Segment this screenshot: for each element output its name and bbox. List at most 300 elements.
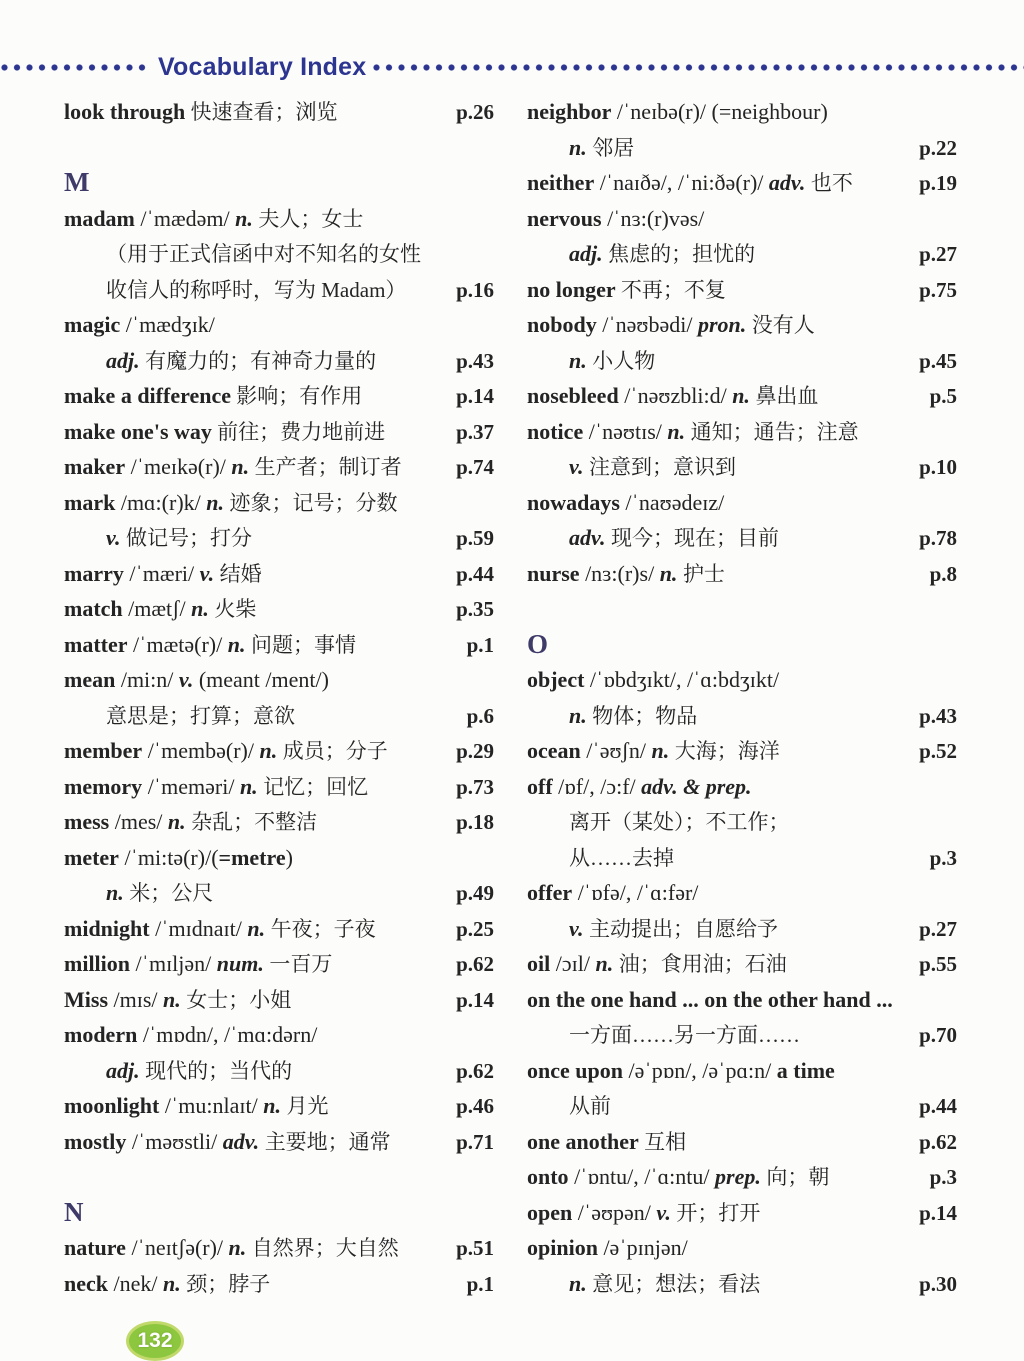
headword: mark (64, 489, 116, 515)
chinese-gloss: 离开（某处）；不工作； (569, 810, 790, 834)
entry-line (64, 414, 494, 450)
entry-line (527, 1088, 957, 1124)
index-entry (64, 946, 494, 982)
page-ref: p.78 (919, 526, 957, 550)
phonetic: /ˈmædʒɪk/ (120, 312, 215, 337)
chinese-gloss: 向；朝 (766, 1165, 830, 1189)
page-number: 132 (137, 1329, 173, 1352)
headword: maker (64, 454, 126, 479)
headword: once upon (527, 1057, 623, 1083)
entry-line (527, 343, 957, 379)
index-entry (527, 875, 957, 946)
page-ref: p.3 (929, 1165, 957, 1189)
headword: opinion (527, 1235, 598, 1260)
part-of-speech: n. (191, 596, 215, 621)
index-entry (64, 982, 494, 1018)
phonetic: /ˈəʊʃn/ (580, 738, 652, 763)
entry-text (527, 485, 957, 521)
page-ref: p.14 (456, 987, 494, 1012)
phonetic: /ˈmætə(r)/ (127, 631, 228, 657)
part-of-speech: n. (732, 383, 756, 408)
entry-text (64, 804, 451, 841)
index-entry (64, 733, 494, 769)
part-of-speech: n. (569, 347, 593, 373)
index-entry (64, 1266, 494, 1302)
part-of-speech: n. (235, 205, 259, 231)
entry-text (64, 911, 451, 948)
headword: match (64, 596, 123, 621)
entry-line (527, 556, 957, 592)
entry-line (527, 1124, 957, 1160)
page-ref: p.46 (456, 1094, 494, 1118)
part-of-speech: n. (163, 986, 187, 1012)
headword: midnight (64, 915, 150, 941)
entry-text (64, 982, 451, 1019)
headword: onto (527, 1164, 569, 1189)
phonetic: /ˈmeɪkə(r)/ (125, 454, 232, 479)
phonetic: /ˈnəʊbədi/ (596, 312, 698, 337)
phonetic: /ˈnɜ:(r)vəs/ (601, 205, 705, 231)
index-entry (64, 556, 494, 592)
entry-line (527, 662, 957, 698)
entry-line (64, 236, 494, 272)
chinese-gloss: 主要地；通常 (264, 1129, 391, 1154)
index-entry (64, 591, 494, 627)
part-of-speech: n. (595, 951, 619, 976)
headword: moonlight (64, 1093, 160, 1118)
part-of-speech: num. (216, 951, 270, 976)
page-number-badge (126, 1321, 184, 1361)
entry-text (64, 94, 451, 131)
dotted-rule-left (0, 63, 150, 72)
entry-line (64, 1230, 494, 1266)
chinese-gloss: 护士 (682, 561, 725, 586)
entry-text (527, 662, 957, 698)
headword: open (527, 1199, 573, 1225)
index-entry (64, 840, 494, 911)
entry-line (64, 627, 494, 663)
page-ref: p.55 (919, 952, 957, 976)
headword: million (64, 951, 131, 976)
part-of-speech: n. (569, 702, 593, 728)
entry-text (569, 1088, 914, 1125)
index-entry (527, 378, 957, 414)
index-entry (64, 449, 494, 485)
entry-line (527, 94, 957, 130)
entry-line (64, 307, 494, 343)
entry-text (527, 272, 914, 309)
entry-line (64, 911, 494, 947)
section-letter-m: M (64, 167, 90, 197)
chinese-gloss: 结婚 (219, 561, 262, 586)
headword: neither (527, 170, 595, 195)
entry-text (64, 1088, 451, 1125)
section-letter-n: N (64, 1196, 84, 1227)
entry-line (64, 1266, 494, 1302)
entry-text (569, 911, 914, 948)
entry-line (527, 733, 957, 769)
index-entry (64, 627, 494, 663)
vocab-column-left (64, 94, 494, 1301)
phonetic: /ˈnəʊtɪs/ (583, 418, 668, 444)
entry-text (569, 130, 914, 167)
entry-line (64, 556, 494, 592)
part-of-speech: n. (227, 631, 251, 657)
headword: neighbor (527, 99, 612, 124)
phonetic: /mɪs/ (108, 986, 164, 1012)
entry-text (569, 343, 914, 380)
entry-line (527, 840, 957, 876)
index-entry (64, 378, 494, 414)
entry-line (527, 1017, 957, 1053)
entry-text (527, 307, 957, 344)
chinese-gloss: 火柴 (214, 597, 257, 621)
part-of-speech: v. (569, 454, 589, 479)
page-ref: p.8 (929, 561, 957, 586)
chinese-gloss: 邻居 (592, 135, 635, 160)
entry-text (64, 591, 451, 628)
phonetic: /nɜ:(r)s/ (579, 560, 660, 586)
page-ref: p.29 (456, 739, 494, 763)
phonetic: (meant /ment/) (198, 667, 329, 692)
chinese-gloss: 问题；事情 (250, 632, 356, 657)
page-ref: p.1 (466, 1271, 494, 1296)
entry-text (527, 733, 914, 770)
index-entry (64, 769, 494, 805)
page-ref: p.14 (456, 384, 494, 408)
index-entry (64, 485, 494, 556)
headword: nobody (527, 312, 597, 337)
entry-line (527, 201, 957, 237)
page-ref: p.43 (919, 703, 957, 728)
page-ref: p.51 (456, 1236, 494, 1260)
page-ref: p.27 (919, 916, 957, 941)
page-ref: p.19 (919, 171, 957, 195)
index-entry (527, 485, 957, 556)
entry-line (527, 1195, 957, 1231)
phonetic: /ˈəʊpən/ (572, 1199, 657, 1225)
entry-line (527, 449, 957, 485)
headword: mess (64, 809, 110, 834)
chinese-gloss: 大海；海洋 (674, 739, 780, 763)
entry-text (64, 378, 451, 415)
index-entry (64, 1088, 494, 1124)
entry-text (527, 875, 957, 911)
headword: one another (527, 1128, 639, 1154)
chinese-gloss: 注意到；意识到 (588, 455, 736, 479)
chinese-gloss: 迹象；记号；分数 (229, 490, 398, 515)
entry-line (527, 1159, 957, 1195)
entry-line (64, 875, 494, 911)
page-ref: p.5 (929, 384, 957, 408)
page-ref: p.14 (919, 1200, 957, 1225)
page-ref: p.1 (466, 632, 494, 657)
entry-text (64, 1230, 451, 1267)
index-entry (64, 414, 494, 450)
phonetic: /mes/ (109, 809, 168, 834)
chinese-gloss: 月光 (286, 1094, 329, 1118)
index-entry (527, 272, 957, 308)
chinese-gloss: 不再；不复 (615, 277, 726, 302)
chinese-gloss: 现代的；当代的 (145, 1058, 293, 1083)
page-header (0, 50, 1024, 84)
headword: ocean (527, 738, 581, 763)
entry-line (64, 698, 494, 734)
index-entry (527, 662, 957, 733)
part-of-speech: v. (106, 525, 126, 550)
page-ref: p.59 (456, 526, 494, 550)
entry-text (527, 1159, 925, 1196)
phonetic: /ˈɒntu/, /ˈɑ:ntu/ (568, 1164, 716, 1189)
entry-line (64, 840, 494, 876)
chinese-gloss: 开；打开 (676, 1200, 761, 1225)
index-entry (64, 201, 494, 308)
phonetic: /ˈmɪljən/ (130, 951, 217, 976)
entry-line (64, 733, 494, 769)
entry-line (527, 698, 957, 734)
page-ref: p.22 (919, 135, 957, 160)
index-entry (527, 1195, 957, 1231)
index-entry (64, 662, 494, 733)
headword: notice (527, 418, 584, 444)
vocab-column-right (527, 94, 957, 1301)
entry-text (527, 414, 957, 451)
chinese-gloss: 一方面……另一方面…… (569, 1023, 800, 1047)
entry-text (106, 343, 451, 380)
entry-text (106, 698, 462, 735)
index-entry (64, 804, 494, 840)
page-ref: p.73 (456, 774, 494, 799)
page-ref: p.26 (456, 100, 494, 124)
chinese-gloss: 米；公尺 (129, 881, 214, 905)
chinese-gloss: 午夜；子夜 (270, 916, 376, 941)
part-of-speech: v. (656, 1199, 677, 1225)
phonetic: /ˈmeməri/ (142, 773, 240, 799)
entry-line (64, 591, 494, 627)
entry-text (527, 1230, 957, 1266)
headword: modern (64, 1022, 138, 1047)
part-of-speech: n. (206, 489, 230, 515)
page-ref: p.10 (919, 455, 957, 479)
entry-text (64, 662, 494, 698)
headword: nosebleed (527, 383, 619, 408)
entry-line (527, 165, 957, 201)
phonetic: /ˈɒbdʒɪkt/, /ˈɑ:bdʒɪkt/ (584, 667, 780, 692)
headword: nowadays (527, 489, 620, 515)
headword: look through (64, 99, 186, 124)
entry-text (64, 1266, 462, 1303)
entry-text (64, 946, 451, 983)
phonetic: /ˈɒfə/, /ˈɑ:fər/ (572, 880, 699, 905)
index-entry (527, 1053, 957, 1124)
index-entry (527, 307, 957, 378)
chinese-gloss: 意见；想法；看法 (592, 1271, 761, 1296)
part-of-speech: adj. (106, 347, 146, 373)
entry-text (106, 520, 451, 557)
page-ref: p.45 (919, 348, 957, 373)
headword: object (527, 667, 585, 692)
index-entry (64, 911, 494, 947)
entry-text (569, 698, 914, 735)
headword: meter (64, 844, 119, 870)
headword: a time (776, 1057, 835, 1083)
headword: marry (64, 560, 124, 586)
chinese-gloss: 生产者；制订者 (254, 455, 402, 479)
headword: matter (64, 631, 128, 657)
phonetic: /əˈpɒn/, /əˈpɑ:n/ (622, 1057, 777, 1083)
chinese-gloss: 做记号；打分 (125, 526, 252, 550)
headword: magic (64, 312, 121, 337)
phonetic: /ˈnaɪðə/, /ˈni:ðə(r)/ (594, 170, 769, 195)
part-of-speech: n. (263, 1093, 287, 1118)
chinese-gloss: 夫人；女士 (258, 206, 364, 231)
headword: madam (64, 205, 135, 231)
entry-line (64, 946, 494, 982)
entry-line (64, 272, 494, 308)
entry-line (64, 520, 494, 556)
page-ref: p.62 (456, 952, 494, 976)
part-of-speech: n. (569, 1270, 593, 1296)
entry-line (527, 414, 957, 450)
phonetic: /ˈmæri/ (123, 560, 200, 586)
entry-text (569, 520, 914, 557)
part-of-speech: prep. (715, 1164, 767, 1189)
index-entry (527, 165, 957, 201)
headword: off (527, 773, 553, 799)
entry-line (527, 875, 957, 911)
headword: mostly (64, 1128, 127, 1154)
chinese-gloss: 意思是；打算；意欲 (106, 703, 295, 728)
entry-line (64, 1053, 494, 1089)
headword: Miss (64, 986, 108, 1012)
entry-line (527, 378, 957, 414)
phonetic: /ˈmu:nlaɪt/ (159, 1093, 264, 1118)
entry-text (64, 485, 494, 522)
entry-text (106, 272, 451, 309)
dotted-rule-right (372, 63, 1024, 72)
index-entry (64, 94, 494, 130)
chinese-gloss: 小人物 (592, 348, 656, 373)
part-of-speech: n. (667, 418, 691, 444)
entry-text (569, 1266, 914, 1303)
part-of-speech: n. (167, 809, 192, 834)
index-entry (527, 201, 957, 272)
entry-text (527, 94, 957, 130)
index-entry (527, 982, 957, 1053)
page-title: Vocabulary Index (158, 52, 367, 81)
index-entry (527, 414, 957, 485)
entry-text (569, 236, 914, 273)
phonetic: /ˈneɪtʃə(r)/ (125, 1235, 229, 1260)
page-ref: p.62 (456, 1058, 494, 1083)
entry-line (64, 201, 494, 237)
chinese-gloss: 杂乱；不整洁 (191, 810, 318, 834)
entry-text (64, 556, 451, 593)
chinese-gloss: 一百万 (269, 952, 333, 976)
page-ref: p.74 (456, 455, 494, 479)
headword: offer (527, 880, 573, 905)
chinese-gloss: 现今；现在；目前 (610, 526, 779, 550)
chinese-gloss: 有魔力的；有神奇力量的 (145, 348, 377, 373)
entry-line (64, 662, 494, 698)
page-ref: p.43 (456, 348, 494, 373)
index-entry (527, 733, 957, 769)
part-of-speech: adv. (768, 170, 811, 195)
entry-text (527, 946, 914, 983)
page-ref: p.3 (929, 845, 957, 870)
entry-text (569, 1017, 914, 1054)
entry-text (64, 201, 494, 238)
entry-text (64, 627, 462, 664)
entry-line (64, 343, 494, 379)
section-letter-o: O (527, 628, 549, 659)
page-ref: p.30 (919, 1271, 957, 1296)
index-entry (527, 946, 957, 982)
part-of-speech: n. (651, 738, 675, 763)
headword: no longer (527, 276, 616, 302)
entry-text (64, 840, 494, 876)
entry-line (527, 1266, 957, 1302)
page-ref: p.52 (919, 739, 957, 763)
entry-line (64, 982, 494, 1018)
entry-text (106, 875, 451, 912)
chinese-gloss: 记忆；回忆 (263, 774, 369, 799)
page-ref: p.6 (466, 703, 494, 728)
entry-line (64, 1088, 494, 1124)
headword: nurse (527, 560, 580, 586)
phonetic: /ˈneɪbə(r)/ (=neighbour) (611, 99, 828, 124)
entry-line (64, 378, 494, 414)
page-ref: p.44 (919, 1094, 957, 1118)
phonetic: /ˈmædəm/ (134, 205, 236, 231)
page-ref: p.49 (456, 881, 494, 905)
phonetic: /ˈnəʊzbli:d/ (618, 383, 733, 408)
part-of-speech: adj. (569, 241, 609, 266)
entry-text (569, 449, 914, 486)
headword: =metre (218, 844, 286, 870)
phonetic: /nek/ (108, 1270, 163, 1296)
chinese-gloss: 焦虑的；担忧的 (608, 242, 756, 266)
index-entry (64, 1230, 494, 1266)
headword: oil (527, 951, 551, 976)
entry-line (527, 1053, 957, 1089)
phonetic: /ˈmembə(r)/ (142, 738, 260, 763)
entry-line (527, 1230, 957, 1266)
phonetic: /ˈmɪdnaɪt/ (149, 915, 248, 941)
headword: mean (64, 667, 116, 692)
headword: on the one hand ... on the other hand ... (527, 986, 893, 1012)
entry-text (527, 201, 957, 237)
entry-line (527, 520, 957, 556)
index-entry (527, 94, 957, 165)
part-of-speech: v. (199, 560, 220, 586)
entry-text (527, 1124, 914, 1161)
entry-text (527, 982, 957, 1018)
part-of-speech: v. (178, 667, 199, 692)
phonetic: /mætʃ/ (122, 596, 192, 621)
page-ref: p.44 (456, 561, 494, 586)
entry-line (527, 982, 957, 1018)
part-of-speech: adv. (569, 525, 611, 550)
chinese-gloss: （用于正式信函中对不知名的女性 (106, 242, 421, 266)
chinese-gloss: 前往；费力地前进 (211, 419, 386, 444)
part-of-speech: n. (163, 1270, 187, 1296)
chinese-gloss: 影响；有作用 (231, 384, 363, 408)
index-entry (527, 556, 957, 592)
entry-text (527, 769, 957, 805)
entry-text (64, 733, 451, 770)
part-of-speech: n. (239, 773, 264, 799)
